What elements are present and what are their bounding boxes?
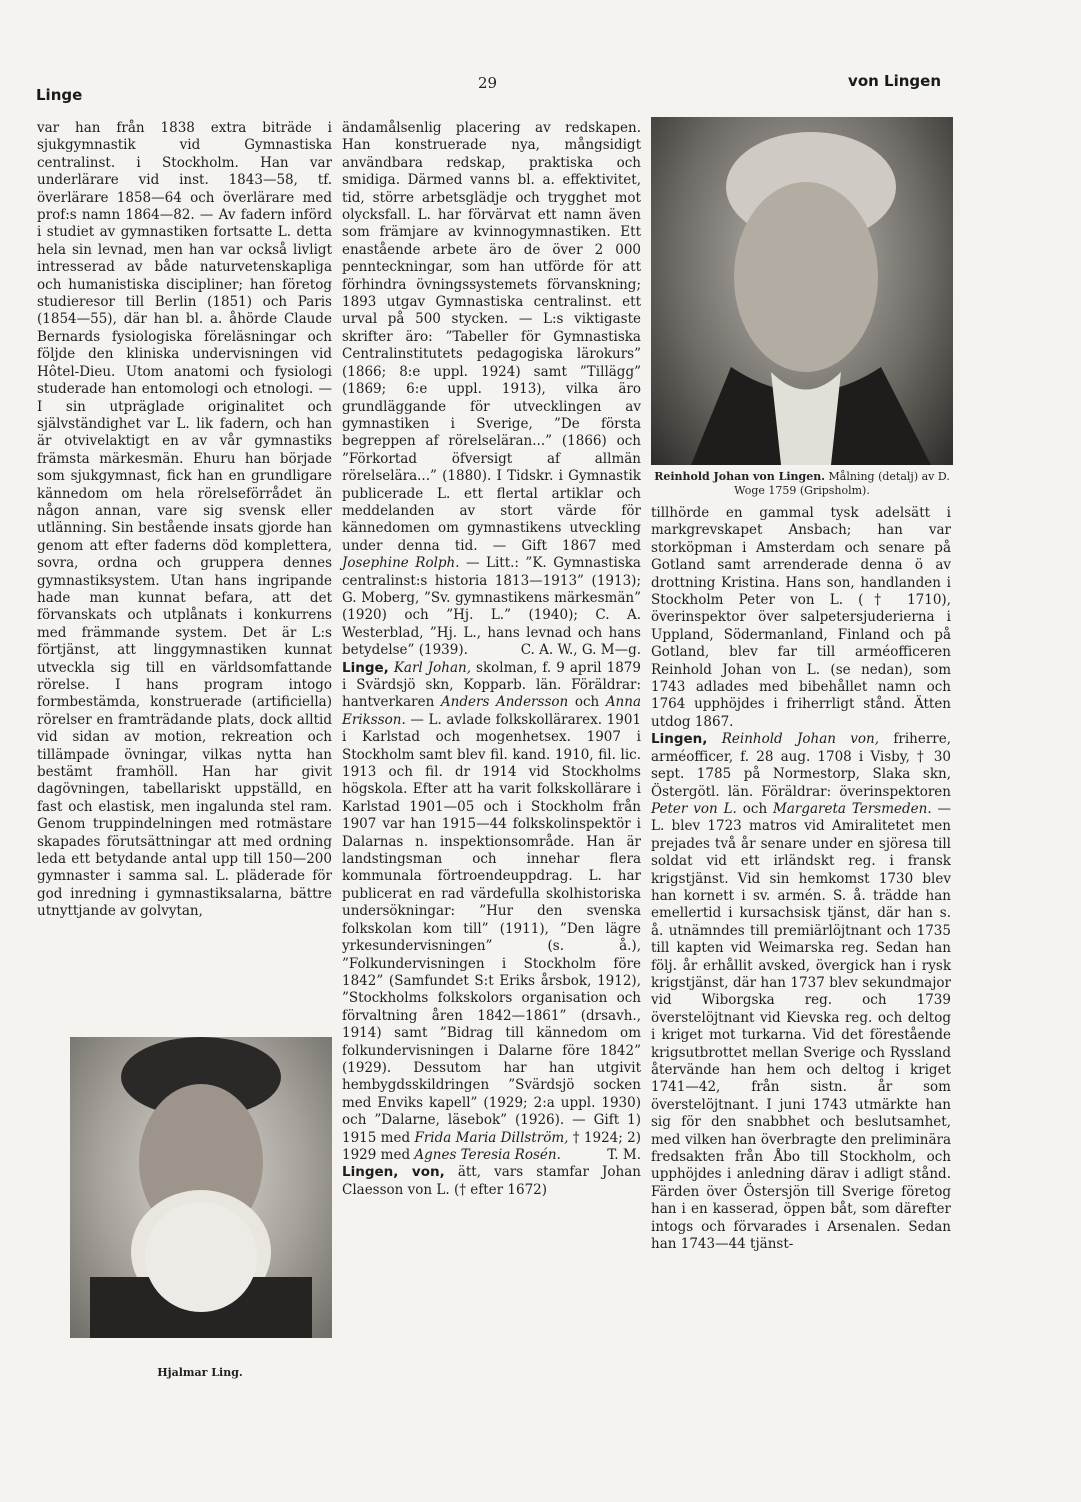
wife-name: Josephine Rolph. — [342, 555, 460, 572]
column-1 — [37, 120, 332, 921]
entry-heading: Lingen, von, — [342, 1164, 445, 1181]
caption-ling: Hjalmar Ling. — [157, 1366, 243, 1379]
lingen-att-continued: tillhörde en gammal tysk adelsätt i markgrevskapet Ansbach; han var storköpman i Amsterdam och senare på Gotland samt arrenderade denna ö av drottning Kristina. Hans son, handlanden i Stockholm Peter von L. († 1710), överinspektor över salpetersjuderierna i Uppland, Södermanland, Finland och på Gotland, blev far till arméofficeren Reinhold Johan von L. (se nedan), som 1743 adlades med bibehållet namn och 1764 upphöjdes i friherrligt stånd. Ätten utdog 1867. — [651, 505, 951, 730]
portrait-reinhold-johan-von-lingen — [651, 117, 953, 465]
ling-article-continued: var han från 1838 extra biträde i sjukgymnastik vid Gymnastiska centralinst. i Stockholm. Han var underlärare vid inst. 1843—58, tf. överlärare 1858—64 och överlärare med prof:s namn 1864—82. — Av fadern införd i studiet av gymnastiken fortsatte L. detta hela sin levnad, men han var också livligt intresserad av både naturvetenskapliga och humanistiska discipliner; han företog studieresor till Berlin (1851) och Paris (1854—55), där han bl. a. åhörde Claude Bernards fysiologiska föreläsningar och följde den kliniska undervisningen vid Hôtel-Dieu. Utom anatomi och fysiologi studerade han entomologi och etnologi. — I sin utpräglade originalitet och självständighet var L. lik fadern, och han är otvivelaktigt en av vår gymnastiks främsta märkesmän. Ehuru han började som sjukgymnast, fick han en grundligare kännedom om hela rörelseförrådet än någon annan, vare sig svensk eller utlänning. Sin bestående insats gjorde han genom att efter faderns död komplettera, sovra, ordna och gruppera dennes gymnastiksystem. Utan hans ingripande hade man kunnat befara, att det förvanskats och utplånats i konkurrens med främmande system. Det är L:s förtjänst, att linggymnastiken kunnat utveckla sig till en världsomfattande rörelse. I hans program intogo formbestämda, konstruerade (artificiella) rörelser en framträdande plats, dock alltid vid sidan av motion, rekreation och tillämpade övningar, vilkas nytta han bestämt framhöll. Han har givit dagövningen, tabellariskt uppställd, en fast och elastisk, men ingalunda stel ram. Genom truppindelningen med rotmästare skapades förutsättningar att med ordning leda ett betydande antal upp till 150—200 gymnaster i samma sal. L. pläderade för god inredning i gymnastiksalarna, bättre utnyttjande av golvytan, — [37, 120, 332, 920]
entry-heading: Linge, — [342, 659, 389, 676]
author-signature: C. A. W., G. M—g. — [520, 642, 641, 659]
ling-article-end: ändamålsenlig placering av redskapen. Han konstruerade nya, mångsidigt användbara redskap, praktiska och smidiga. Därmed vanns bl. a. effektivitet, tid, större arbetsglädje och trygghet mot olycksfall. L. har förvärvat ett namn även som främjare av kvinnogymnastiken. Ett enastående arbete äro de över 2 000 pennteckningar, som han utförde för att förhindra övningssystemets förvanskning; 1893 utgav Gymnastiska centralinst. ett urval på 500 stycken. — L:s viktigaste skrifter äro: ”Tabeller för Gymnastiska Centralinstitutets pedagogiska lärokurs” (1866; 8:e uppl. 1924) samt ”Tillägg” (1869; 6:e uppl. 1913), vilka äro grundläggande för utvecklingen av gymnastiken i Sverige, ”De första begreppen af rörelseläran...” (1866) och ”Förkortad öfversigt af allmän rörelselära...” (1880). I Tidskr. i Gymnastik publicerade L. ett flertal artiklar och meddelanden av stort värde för kännedomen om gymnastikens utveckling under denna tid. — Gift 1867 med Josephine Rolph. — Litt.: ”K. Gymnastiska centralinst:s historia 1813—1913” (1913); G. Moberg, ”Sv. gymnastikens märkesmän” (1920) och ”Hj. L.” (1940); C. A. Westerblad, ”Hj. L., hans levnad och hans betydelse” (1939). C. A. W., G. M—g. — [342, 120, 641, 659]
portrait-ling-drawing — [70, 1037, 332, 1338]
caption-lingen: Reinhold Johan von Lingen. Målning (detalj) av D. Woge 1759 (Gripsholm). — [654, 470, 950, 497]
entry-lingen-von-att: Lingen, von, ätt, vars stamfar Johan Claesson von L. († efter 1672) — [342, 1164, 641, 1198]
entry-lingen-reinhold-johan: Lingen, Reinhold Johan von, friherre, arméofficer, f. 28 aug. 1708 i Visby, † 30 sept. 1785 på Normestorp, Slaka skn, Östergötl. län. Föräldrar: överinspektoren Peter von L. och Margareta Tersmeden. — L. blev 1723 matros vid Amiralitetet men prejades två år senare under en sjöresa till soldat vid ett irländskt reg. i fransk krigstjänst. Vid sin hemkomst 1730 blev han kornett i sv. armén. S. å. trädde han emellertid i kursachsisk tjänst, där han s. å. utnämndes till premiärlöjtnant och 1735 till kapten vid Weimarska reg. Sedan han följ. år erhållit avsked, övergick han i rysk krigstjänst, där han 1737 blev sekundmajor vid Wiborgska reg. och 1739 överstelöjtnant vid Kievska reg. och deltog i kriget mot turkarna. Vid det förestående krigsutbrottet mellan Sverige och Ryssland återvände han hem och deltog i kriget 1741—42, från sistn. år som överstelöjtnant. I juni 1743 utmärkte han sig för den snabbhet och beslutsamhet, med vilken han överbragte den preliminära fredsakten från Åbo till Stockholm, och upphöjdes i anledning därav i adligt stånd. Färden över Östersjön till Sverige företog han i en kasserad, öppen båt, som därefter intogs och förvarades i Arsenalen. Sedan han 1743—44 tjänst- — [651, 731, 952, 1253]
column-2 — [342, 120, 641, 1199]
portrait-hjalmar-ling — [70, 1037, 332, 1338]
entry-heading: Lingen, — [651, 731, 708, 748]
entry-linge-karl-johan: Linge, Karl Johan, skolman, f. 9 april 1879 i Svärdsjö skn, Kopparb. län. Föräldrar: hantverkaren Anders Andersson och Anna Eriksson. — L. avlade folkskollärarex. 1901 i Karlstad och mogenhetsex. 1907 i Stockholm samt blev fil. kand. 1910, fil. lic. 1913 och fil. dr 1914 vid Stockholms högskola. Efter att ha varit folkskollärare i Karlstad 1901—05 och i Stockholm från 1907 var han 1915—44 folkskolinspektör i Dalarnas n. inspektionsområde. Han är landstingsman och innehar flera kommunala förtroendeuppdrag. L. har publicerat en rad värdefulla skolhistoriska undersökningar: ”Hur den svenska folkskolan kom till” (1911), ”Den lägre yrkesundervisningen” (s. å.), ”Folkundervisningen i Stockholm före 1842” (Samfundet S:t Eriks årsbok, 1912), ”Stockholms folkskolors organisation och förvaltning åren 1842—1861” (drsavh., 1914) samt ”Bidrag till kännedom om folkundervisningen i Dalarne före 1842” (1929). Dessutom har han utgivit hembygdsskildringen ”Svärdsjö socken med Enviks kapell” (1929; 2:a uppl. 1930) och ”Dalarne, läsebok” (1926). — Gift 1) 1915 med Frida Maria Dillström, † 1924; 2) 1929 med Agnes Teresia Rosén. T. M. — [342, 659, 642, 1163]
running-head-left: Linge — [36, 86, 83, 104]
page-number: 29 — [478, 74, 498, 92]
column-3 — [651, 505, 951, 1253]
running-head-right: von Lingen — [848, 72, 941, 90]
portrait-lingen-drawing — [651, 117, 953, 465]
author-signature: T. M. — [607, 1146, 641, 1163]
